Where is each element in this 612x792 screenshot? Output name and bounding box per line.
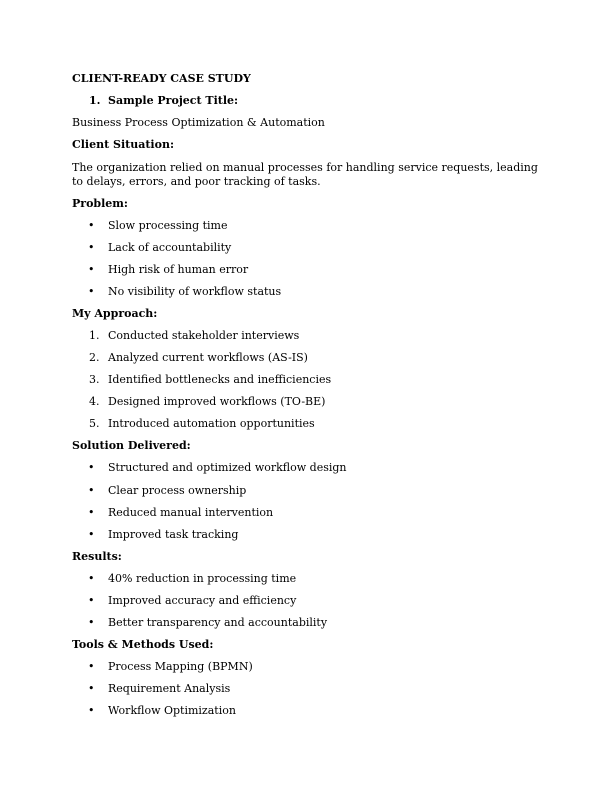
list-item: Improved task tracking [108,528,239,541]
list-item: Designed improved workflows (TO-BE) [108,395,326,408]
bullet-icon: • [88,616,95,629]
list-item: Requirement Analysis [108,682,231,695]
list-item: High risk of human error [108,263,249,276]
list-item: Slow processing time [108,219,228,232]
bullet-icon: • [88,263,95,276]
doc-heading: CLIENT-READY CASE STUDY [72,72,251,85]
list-number: 5. [89,417,100,430]
client-situation-text: The organization relied on manual processes for handling service requests, leading to delays, errors, and poor tracking of tasks. [72,161,538,188]
client-situation-label: Client Situation: [72,138,175,151]
bullet-icon: • [88,461,95,474]
bullet-icon: • [88,528,95,541]
list-item: 40% reduction in processing time [108,572,297,585]
list-number: 4. [89,395,100,408]
list-item: Identified bottlenecks and inefficiencies [108,373,332,386]
list-item: Better transparency and accountability [108,616,328,629]
approach-label: My Approach: [72,307,158,320]
tools-label: Tools & Methods Used: [72,638,214,651]
bullet-icon: • [88,506,95,519]
list-item: Conducted stakeholder interviews [108,329,300,342]
bullet-icon: • [88,660,95,673]
list-number: 3. [89,373,100,386]
bullet-icon: • [88,682,95,695]
list-item: Clear process ownership [108,484,247,497]
list-item: Structured and optimized workflow design [108,461,347,474]
project-title: Business Process Optimization & Automation [72,116,325,129]
list-item: No visibility of workflow status [108,285,282,298]
project-label: Sample Project Title: [108,94,239,107]
results-label: Results: [72,550,122,563]
list-item: Workflow Optimization [108,704,236,717]
solution-label: Solution Delivered: [72,439,191,452]
project-number: 1. [89,94,101,107]
list-item: Reduced manual intervention [108,506,274,519]
list-item: Process Mapping (BPMN) [108,660,253,673]
list-item: Introduced automation opportunities [108,417,315,430]
bullet-icon: • [88,484,95,497]
bullet-icon: • [88,241,95,254]
list-number: 2. [89,351,100,364]
list-item: Improved accuracy and efficiency [108,594,297,607]
bullet-icon: • [88,285,95,298]
bullet-icon: • [88,704,95,717]
bullet-icon: • [88,219,95,232]
bullet-icon: • [88,594,95,607]
problem-label: Problem: [72,197,128,210]
list-number: 1. [89,329,100,342]
list-item: Analyzed current workflows (AS-IS) [108,351,308,364]
bullet-icon: • [88,572,95,585]
list-item: Lack of accountability [108,241,232,254]
